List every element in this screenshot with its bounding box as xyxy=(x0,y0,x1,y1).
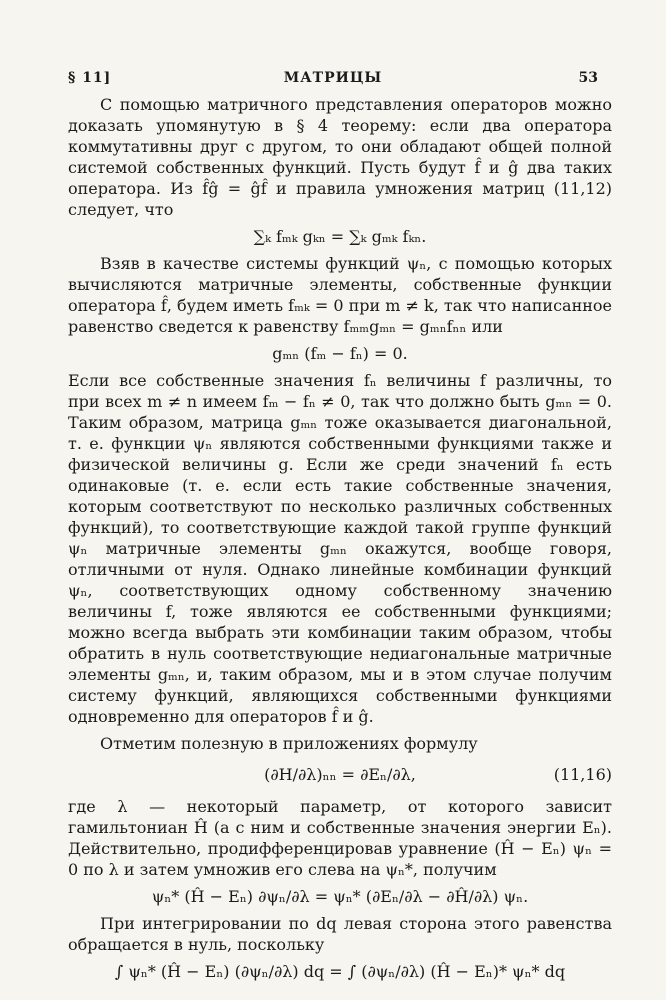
running-header xyxy=(68,70,598,92)
paragraph-1: С помощью матричного представления операторов можно доказать упомянутую в § 4 теорему: если два оператора коммутативны друг с другом, то они обладают общей полной системой собственных функций. Пусть будут f̂ и ĝ два таких оператора. Из f̂ĝ = ĝf̂ и правила умножения матриц (11,12) следует, что xyxy=(68,95,612,219)
page-number: 53 xyxy=(578,70,598,86)
formula-derivative: ψₙ* (Ĥ − Eₙ) ∂ψₙ/∂λ = ψₙ* (∂Eₙ/∂λ − ∂Ĥ/∂λ) ψₙ. xyxy=(151,887,529,906)
paragraph-2: Взяв в качестве системы функций ψₙ, с помощью которых вычисляются матричные элементы, собственные функции оператора f̂, будем иметь fₘₖ = 0 при m ≠ k, так что написанное равенство сведется к равенству fₘₘgₘₙ = gₘₙfₙₙ или xyxy=(68,254,612,336)
section-ref: § 11] xyxy=(68,70,112,86)
formula-diagonal: gₘₙ (fₘ − fₙ) = 0. xyxy=(272,344,408,363)
formula-11-16-expression: (∂H/∂λ)ₙₙ = ∂Eₙ/∂λ, xyxy=(264,765,416,784)
page-body xyxy=(68,94,612,988)
paragraph-6: При интегрировании по dq левая сторона этого равенства обращается в нуль, поскольку xyxy=(68,914,612,954)
equation-number: (11,16) xyxy=(553,765,612,784)
page-title: МАТРИЦЫ xyxy=(283,70,383,86)
paragraph-3: Если все собственные значения fₙ величины f различны, то при всех m ≠ n имеем fₘ − fₙ ≠ 0, так что должно быть gₘₙ = 0. Таким образом, матрица gₘₙ тоже оказывается диагональной, т. е. функции ψₙ являются собственными функциями также и физической величины g. Если же среди значений fₙ есть одинаковые (т. е. если есть такие собственные значения, которым соответствуют по несколько различных собственных функций), то соответствующие каждой такой группе функций ψₙ матричные элементы gₘₙ окажутся, вообще говоря, отличными от нуля. Однако линейные комбинации функций ψₙ, соответствующих одному собственному значению величины f, тоже являются ее собственными функциями; можно всегда выбрать эти комбинации таким образом, чтобы обратить в нуль соответствующие недиагональные матричные элементы gₘₙ, и, таким образом, мы и в этом случае получим систему функций, являющихся собственными функциями одновременно для операторов f̂ и ĝ. xyxy=(68,371,612,726)
paragraph-5: где λ — некоторый параметр, от которого зависит гамильтониан Ĥ (а с ним и собственные значения энергии Eₙ). Действительно, продифференцировав уравнение (Ĥ − Eₙ) ψₙ = 0 по λ и затем умножив его слева на ψₙ*, получим xyxy=(68,797,612,879)
formula-commutation: ∑ₖ fₘₖ gₖₙ = ∑ₖ gₘₖ fₖₙ. xyxy=(253,227,427,246)
formula-11-16 xyxy=(68,760,612,790)
formula-integral: ∫ ψₙ* (Ĥ − Eₙ) (∂ψₙ/∂λ) dq = ∫ (∂ψₙ/∂λ) (Ĥ − Eₙ)* ψₙ* dq xyxy=(114,962,566,981)
paragraph-4: Отметим полезную в приложениях формулу xyxy=(100,734,478,753)
